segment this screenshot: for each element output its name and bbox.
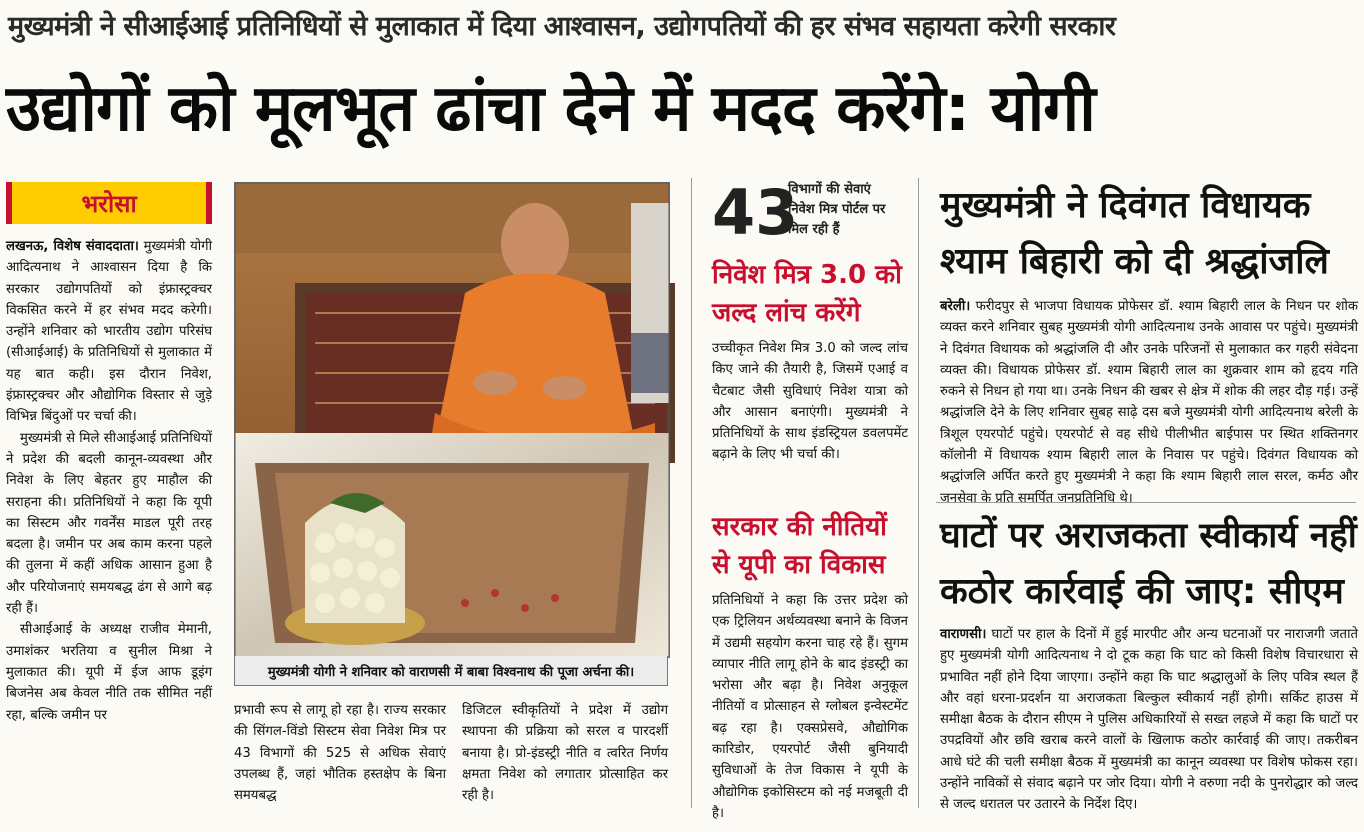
sidebar-body-2: प्रतिनिधियों ने कहा कि उत्तर प्रदेश को एक ट्रिलियन अर्थव्यवस्था बनाने के विजन में उद्यमी सहयोग करना चाह रहे हैं। सुगम व्यापार नीति लागू होने के बाद इंडस्ट्री का भरोसा और बढ़ा है। निवेश अनुकूल नीतियों व प्रोत्साहन से ग्लोबल इन्वेस्टमेंट बढ़ रहा है। एक्सप्रेसवे, औद्योगिक कारिडोर, एयरपोर्ट जैसी बुनियादी सुविधाओं के तेज विकास ने यूपी के औद्योगिक इकोसिस्टम को नई मजबूती दी है। <box>712 593 908 821</box>
section-tag-label: भरोसा <box>81 189 137 218</box>
story3-headline-line2: कठोर कार्रवाई की जाए: सीएम <box>940 571 1344 612</box>
story2-headline-line1: मुख्यमंत्री ने दिवंगत विधायक <box>940 185 1311 226</box>
main-story-column-1 <box>6 236 212 723</box>
story-ghats <box>940 508 1358 816</box>
fact-text: विभागों की सेवाएं निवेश मित्र पोर्टल पर मिल रही हैं <box>788 182 886 237</box>
sidebar-headline-1: निवेश मित्र 3.0 को जल्द लांच करेंगे <box>712 260 902 328</box>
news-photo <box>234 182 670 658</box>
section-tag <box>6 182 212 224</box>
main-story-column-2 <box>234 700 446 808</box>
paragraph: मुख्यमंत्री से मिले सीआईआई प्रतिनिधियों ने प्रदेश की बदली कानून-व्यवस्था और निवेश के लिए बेहतर हुए माहौल की सराहना की। प्रतिनिधियों ने कहा कि यूपी का सिस्टम और गवर्नेंस माडल पूरी तरह बदला है। जमीन पर अब काम करना पहले की तुलना में कहीं अधिक आसान हुआ है और परियोजनाएं समयबद्ध ढंग से आगे बढ़ रही हैं। <box>6 430 212 617</box>
sidebar-story <box>712 256 908 832</box>
story3-body <box>940 624 1358 816</box>
kicker: मुख्यमंत्री ने सीआईआई प्रतिनिधियों से मुलाकात में दिया आश्वासन, उद्योगपतियों की हर संभव सहायता करेगी सरकार <box>8 11 1116 42</box>
main-story-column-3 <box>462 700 668 808</box>
paragraph: सीआईआई के अध्यक्ष राजीव मेमानी, उमाशंकर भरतिया व सुनील मिश्रा ने मुलाकात की। यूपी में ईज आफ डूइंग बिजनेस अब केवल नीति तक सीमित नहीं रहा, बल्कि जमीन पर <box>6 622 212 723</box>
dateline: वाराणसी। <box>940 627 987 642</box>
story3-headline-line1: घाटों पर अराजकता स्वीकार्य नहीं <box>940 516 1357 556</box>
story2-headline-line2: श्याम बिहारी को दी श्रद्धांजलि <box>940 241 1329 282</box>
dateline: बरेली। <box>940 299 971 314</box>
story-tribute <box>940 178 1358 508</box>
column-divider <box>918 178 919 808</box>
fact-number: 43 <box>712 176 799 249</box>
page-headline: उद्योगों को मूलभूत ढांचा देने में मदद करेंगे: योगी <box>6 72 1095 146</box>
temple-puja-illustration <box>235 183 669 657</box>
paragraph: फरीदपुर से भाजपा विधायक प्रोफेसर डॉ. श्याम बिहारी लाल के निधन पर शोक व्यक्त करने शनिवार सुबह मुख्यमंत्री योगी आदित्यनाथ उनके आवास पर पहुंचे। मुख्यमंत्री ने दिवंगत विधायक को श्रद्धांजलि दी और उनके परिजनों से मुलाकात कर गहरी संवेदना व्यक्त की। विधायक प्रोफेसर डॉ. श्याम बिहारी लाल का शुक्रवार शाम को हृदय गति रुकने से निधन हो गया था। उनके निधन की खबर से क्षेत्र में शोक की लहर दौड़ गई। उन्हें श्रद्धांजलि देने के लिए शनिवार सुबह साढ़े दस बजे मुख्यमंत्री योगी आदित्यनाथ बरेली के त्रिशूल एयरपोर्ट पहुंचे। एयरपोर्ट से वह सीधे पीलीभीत बाईपास पर स्थित शक्तिनगर कॉलोनी में विधायक श्याम बिहारी लाल के निवास पर पहुंचे। दिवंगत विधायक को श्रद्धांजलि अर्पित करते हुए मुख्यमंत्री ने कहा कि श्याम बिहारी लाल सरल, कर्मठ और जनसेवा के प्रति समर्पित जनप्रतिनिधि थे। <box>940 299 1358 506</box>
sidebar-body-1: उच्चीकृत निवेश मित्र 3.0 को जल्द लांच किए जाने की तैयारी है, जिसमें एआई व चैटबाट जैसी सुविधाएं निवेश यात्रा को और आसान बनाएंगी। मुख्यमंत्री ने प्रतिनिधियों के साथ इंडस्ट्रियल डवलपमेंट बढ़ाने के लिए भी चर्चा की। <box>712 341 908 463</box>
dateline: लखनऊ, विशेष संवाददाता। <box>6 239 139 254</box>
sidebar-headline-2: सरकार की नीतियों से यूपी का विकास <box>712 512 887 580</box>
paragraph: प्रभावी रूप से लागू हो रहा है। राज्य सरकार की सिंगल-विंडो सिस्टम सेवा निवेश मित्र पर 43 विभागों की 525 से अधिक सेवाएं उपलब्ध हैं, जहां भौतिक हस्तक्षेप के बिना समयबद्ध <box>234 703 446 804</box>
story2-body <box>940 296 1358 508</box>
photo-caption: मुख्यमंत्री योगी ने शनिवार को वाराणसी में बाबा विश्वनाथ की पूजा अर्चना की। <box>234 656 668 686</box>
paragraph: घाटों पर हाल के दिनों में हुई मारपीट और अन्य घटनाओं पर नाराजगी जताते हुए मुख्यमंत्री योगी आदित्यनाथ ने दो टूक कहा कि घाट को किसी विशेष विचारधारा से प्रभावित नहीं होने दिया जाएगा। उन्होंने कहा कि घाट श्रद्धालुओं के लिए पवित्र स्थल हैं और वहां धरना-प्रदर्शन या अराजकता बिल्कुल स्वीकार्य नहीं होगी। सर्किट हाउस में समीक्षा बैठक के दौरान सीएम ने पुलिस अधिकारियों से सख्त लहजे में कहा कि घाटों पर उपद्रवियों और छवि खराब करने वालों के खिलाफ कठोर कार्रवाई की जाए। तकरीबन आधे घंटे की चली समीक्षा बैठक में मुख्यमंत्री का कानून व्यवस्था पर विशेष फोकस रहा। उन्होंने नाविकों से संवाद बढ़ाने पर जोर दिया। योगी ने वरुणा नदी के पुनरोद्धार को जल्द से जल्द धरातल पर उतारने के निर्देश दिए। <box>940 627 1358 813</box>
paragraph: डिजिटल स्वीकृतियों ने प्रदेश में उद्योग स्थापना की प्रक्रिया को सरल व पारदर्शी बनाया है। प्रो-इंडस्ट्री नीति व त्वरित निर्णय क्षमता निवेश को लगातार प्रोत्साहित कर रही है। <box>462 703 668 804</box>
paragraph: मुख्यमंत्री योगी आदित्यनाथ ने आश्वासन दिया है कि सरकार उद्योगपतियों को इंफ्रास्ट्रक्चर विकसित करने में हर संभव मदद करेगी। उन्होंने शनिवार को भारतीय उद्योग परिसंघ (सीआईआई) के प्रतिनिधियों से मुलाकात में यह बात कही। इस दौरान निवेश, इंफ्रास्ट्रक्चर और औद्योगिक विस्तार से जुड़े विभिन्न बिंदुओं पर चर्चा की। <box>6 239 212 425</box>
column-divider <box>691 178 692 808</box>
